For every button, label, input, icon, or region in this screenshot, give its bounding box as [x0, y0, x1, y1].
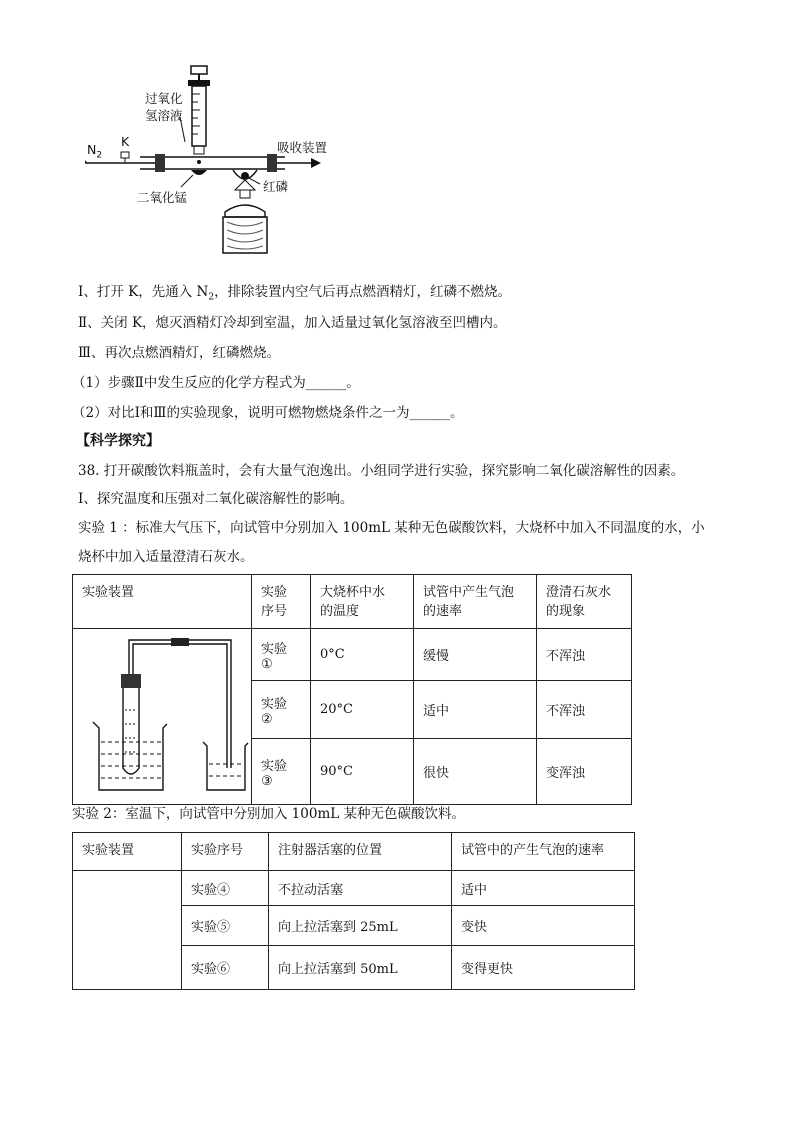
table2-header-cell: 注射器活塞的位置	[269, 833, 452, 871]
table1-cell: 不浑浊	[537, 681, 632, 739]
step-1-text-b: ，排除装置内空气后再点燃酒精灯，红磷不燃烧。	[214, 284, 512, 300]
apparatus-cell	[73, 629, 252, 805]
table2-cell: 变得更快	[452, 946, 635, 990]
step-1-sub: 2	[208, 292, 215, 303]
table-row	[73, 629, 632, 681]
beaker-apparatus-drawing	[73, 630, 249, 800]
experiment2-table	[72, 832, 635, 990]
h2o2-label	[145, 90, 183, 124]
table1-header-cell: 大烧杯中水 的温度	[311, 575, 414, 629]
table2-header-cell: 实验装置	[73, 833, 182, 871]
apparatus-drawing	[85, 62, 355, 262]
table1-cell: 适中	[414, 681, 537, 739]
section-title: 【科学探究】	[76, 433, 160, 449]
combustion-apparatus-figure	[85, 62, 355, 262]
table2-cell: 实验⑤	[182, 906, 269, 946]
table1-header-cell: 实验装置	[73, 575, 252, 629]
table2-cell: 实验④	[182, 871, 269, 906]
step-3: Ⅲ、再次点燃酒精灯，红磷燃烧。	[78, 345, 281, 361]
q38-intro: 38. 打开碳酸饮料瓶盖时，会有大量气泡逸出。小组同学进行实验，探究影响二氧化碳溶解性的因素。	[78, 463, 685, 479]
n2-label-text: N	[87, 142, 97, 157]
table1-cell: 20°C	[311, 681, 414, 739]
table1-cell: 90°C	[311, 739, 414, 805]
table1-header-cell: 实验 序号	[252, 575, 311, 629]
experiment1-table	[72, 574, 632, 805]
table2-cell: 适中	[452, 871, 635, 906]
table2-header-cell: 试管中的产生气泡的速率	[452, 833, 635, 871]
table1-cell: 很快	[414, 739, 537, 805]
table-row	[73, 871, 635, 906]
table1-cell: 变浑浊	[537, 739, 632, 805]
table1-header-row	[73, 575, 632, 629]
table1-cell: 实验 ②	[252, 681, 311, 739]
table2-cell: 不拉动活塞	[269, 871, 452, 906]
question-2: （2）对比Ⅰ和Ⅲ的实验现象，说明可燃物燃烧条件之一为______。	[72, 405, 464, 421]
step-1	[78, 283, 511, 307]
mno2-label: 二氧化锰	[137, 190, 188, 205]
table1-cell: 实验 ③	[252, 739, 311, 805]
exp1-line2: 烧杯中加入适量澄清石灰水。	[78, 549, 254, 565]
exp1-line1: 实验 1 ：标准大气压下，向试管中分别加入 100mL 某种无色碳酸饮料，大烧杯中加入不同温度的水，小	[78, 520, 705, 536]
k-valve-label: K	[121, 134, 130, 149]
table2-header-cell: 实验序号	[182, 833, 269, 871]
q38-part1: I、探究温度和压强对二氧化碳溶解性的影响。	[78, 491, 354, 507]
table1-header-cell: 澄清石灰水 的现象	[537, 575, 632, 629]
absorber-label: 吸收装置	[277, 140, 328, 155]
table2-cell: 向上拉活塞到 50mL	[269, 946, 452, 990]
question-1: （1）步骤Ⅱ中发生反应的化学方程式为______。	[72, 375, 360, 391]
table2-header-row	[73, 833, 635, 871]
table1-cell: 缓慢	[414, 629, 537, 681]
step-2: Ⅱ、关闭 K，熄灭酒精灯冷却到室温，加入适量过氧化氢溶液至凹槽内。	[78, 315, 507, 331]
h2o2-label-text: 过氧化 氢溶液	[145, 91, 183, 123]
red-phosphorus-label: 红磷	[263, 179, 289, 194]
table1-cell: 不浑浊	[537, 629, 632, 681]
table1-cell: 实验 ①	[252, 629, 311, 681]
table2-cell: 实验⑥	[182, 946, 269, 990]
table2-cell: 向上拉活塞到 25mL	[269, 906, 452, 946]
n2-label-sub: 2	[96, 150, 103, 161]
table1-cell: 0°C	[311, 629, 414, 681]
table1-header-cell: 试管中产生气泡 的速率	[414, 575, 537, 629]
exp2-line: 实验 2：室温下，向试管中分别加入 100mL 某种无色碳酸饮料。	[72, 806, 465, 822]
step-1-text-a: Ⅰ、打开 K，先通入 N	[78, 284, 209, 300]
n2-label	[87, 142, 102, 161]
table2-cell: 变快	[452, 906, 635, 946]
apparatus-cell-empty	[73, 871, 182, 990]
